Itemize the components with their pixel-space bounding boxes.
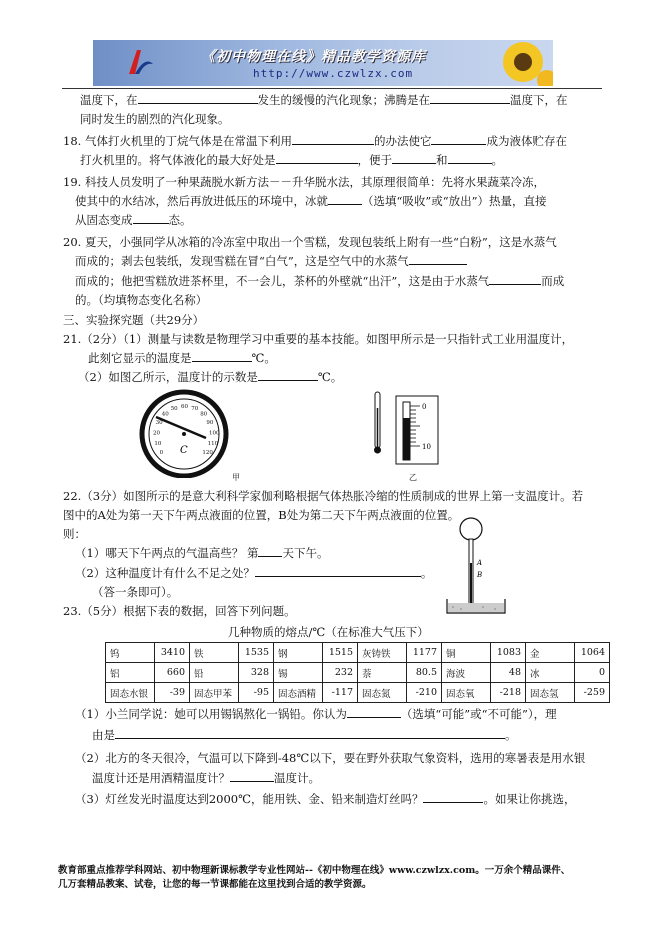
melting-point: 1535 [239, 643, 274, 663]
label-jia: 甲 [232, 473, 240, 482]
melting-point: -117 [323, 683, 358, 703]
melting-point: 3410 [155, 643, 190, 663]
q22-line5: （2）这种温度计有什么不足之处？ 。 [75, 566, 433, 580]
dial-tick-label: 0 [159, 450, 164, 456]
substance-name: 铜 [442, 643, 491, 663]
footer [58, 864, 570, 892]
substance-name: 固态氢 [526, 683, 575, 703]
q17-line1: 温度下，在 发生的缓慢的汽化现象；沸腾是在 温度下，在 [80, 93, 568, 107]
substance-name: 海波 [442, 663, 491, 683]
banner-url[interactable]: http://www.czwlzx.com [253, 67, 414, 80]
dial-tick-label: 80 [200, 411, 208, 418]
q21-line3: （2）如图乙所示，温度计的示数是 ℃。 [78, 370, 343, 384]
dial-thermometer [134, 388, 236, 478]
q23-p3-line1: （3）灯丝发光时温度达到2000℃，能用铁、金、铅来制造灯丝吗？ 。如果让你挑选， [75, 792, 576, 806]
q20-line1: 20. 夏天，小强同学从冰箱的冷冻室中取出一个雪糕，发现包装纸上附有一些“白粉”，这是水蒸气 [63, 235, 557, 249]
q22-line1: 22.（3分）如图所示的是意大利科学家伽利略根据气体热胀冷缩的性质制成的世界上第一支温度计。若 [63, 489, 584, 503]
q18-line1: 18. 气体打火机里的丁烷气体是在常温下利用 的办法使它 成为液体贮存在 [63, 134, 567, 148]
dial-tick-label: 30 [155, 420, 163, 427]
galileo-thermometer [443, 515, 511, 615]
q23-p1-line2: 由是 。 [92, 728, 517, 742]
q21-line2: 此刻它显示的温度是 ℃。 [88, 351, 276, 365]
substance-name: 固态氧 [442, 683, 491, 703]
q21-line1: 21.（2分）（1）测量与读数是物理学习中重要的基本技能。如图甲所示是一只指针式工业用温度计， [63, 332, 574, 346]
substance-name: 冰 [526, 663, 575, 683]
dial-letter: C [180, 445, 188, 456]
substance-name: 钨 [106, 643, 155, 663]
melting-point: 1515 [323, 643, 358, 663]
q23-p1-line1: （1）小兰同学说：她可以用锡锅熬化一锅铅。你认为 （选填“可能”或“不可能”），理 [75, 707, 557, 721]
footer-line1: 教育部重点推荐学科网站、初中物理新课标教学专业性网站--《初中物理在线》www.czwlzx.com。一万余个精品课件、 [58, 865, 571, 876]
section-3-title: 三、实验探究题（共29分） [63, 313, 205, 327]
footer-line2: 几万套精品教案、试卷，让您的每一节课都能在这里找到合适的教学资源。 [58, 879, 372, 890]
dial-tick-label: 50 [170, 406, 178, 412]
q23-p2-line1: （2）北方的冬天很冷，气温可以下降到-48℃以下，要在野外获取气象资料，选用的寒暑表是用水银 [75, 751, 586, 765]
melting-point-table [105, 642, 610, 703]
dial-tick-label: 110 [207, 440, 219, 447]
substance-name: 铁 [190, 643, 239, 663]
dial-tick-label: 90 [206, 420, 214, 427]
q19-line1: 19. 科技人员发明了一种果蔬脱水新方法－－升华脱水法，其原理很简单：先将水果蔬菜冷冻， [63, 175, 545, 189]
q18-line2: 打火机里的。将气体液化的最大好处是 ，便于 和 。 [80, 153, 503, 167]
melting-point: -39 [155, 683, 190, 703]
melting-point: -259 [575, 683, 610, 703]
label-b: B [477, 571, 483, 579]
substance-name: 金 [526, 643, 575, 663]
thermo-tick-top: 0 [422, 403, 427, 411]
dial-tick-label: 60 [181, 404, 188, 410]
dial-tick-label: 100 [209, 430, 220, 437]
substance-name: 铝 [106, 663, 155, 683]
table-title: 几种物质的熔点/℃（在标准大气压下） [228, 625, 429, 639]
q23-p2-line2: 温度计还是用酒精温度计？ 温度计。 [92, 771, 320, 785]
header-banner [93, 40, 553, 86]
header-rule [62, 88, 602, 89]
table-row [106, 663, 610, 683]
dial-tick-label: 40 [161, 411, 169, 418]
q22-line4: （1）哪天下午两点的气温高些？ 第 天下午。 [75, 546, 329, 560]
substance-name: 钢 [274, 643, 323, 663]
dial-tick-label: 10 [154, 440, 162, 447]
thermo-tick-bottom: 10 [422, 443, 431, 451]
dial-tick-label: 120 [202, 450, 213, 456]
melting-point: 0 [575, 663, 610, 683]
substance-name: 固态甲苯 [190, 683, 239, 703]
substance-name: 固态酒精 [274, 683, 323, 703]
table-row [106, 683, 610, 703]
q20-line4: 的。（均填物态变化名称） [75, 293, 208, 307]
q22-line6: （答一条即可）。 [92, 585, 179, 599]
melting-point: -218 [491, 683, 526, 703]
substance-name: 铅 [190, 663, 239, 683]
melting-point: 80.5 [407, 663, 442, 683]
melting-point: 1083 [491, 643, 526, 663]
melting-point: 1177 [407, 643, 442, 663]
substance-name: 萘 [358, 663, 407, 683]
table-row [106, 643, 610, 663]
label-yi: 乙 [409, 473, 417, 482]
melting-point: 232 [323, 663, 358, 683]
dial-tick-label: 70 [191, 406, 199, 412]
banner-title: 《初中物理在线》精品教学资源库 [201, 49, 426, 65]
q20-line3: 而成的；他把雪糕放进茶杯里，不一会儿，茶杯的外壁就“出汗”，这是由于水蒸气 而成 [75, 274, 565, 288]
melting-point: 660 [155, 663, 190, 683]
logo-icon [123, 46, 157, 80]
substance-name: 灰铸铁 [358, 643, 407, 663]
dial-tick-label: 20 [153, 430, 160, 437]
sunflower-icon [493, 40, 553, 86]
substance-name: 锡 [274, 663, 323, 683]
melting-point: 328 [239, 663, 274, 683]
q23-line1: 23.（5分）根据下表的数据，回答下列问题。 [63, 604, 296, 618]
thermometer-scale [372, 388, 447, 468]
melting-point: -210 [407, 683, 442, 703]
melting-point: -95 [239, 683, 274, 703]
substance-name: 固态氮 [358, 683, 407, 703]
q17-line2: 同时发生的剧烈的汽化现象。 [80, 112, 230, 126]
melting-point: 1064 [575, 643, 610, 663]
q22-line2: 图中的A处为第一天下午两点液面的位置，B处为第二天下午两点液面的位置。 [63, 508, 460, 522]
q22-line3: 则： [63, 527, 86, 541]
q19-line3: 从固态变成 态。 [75, 213, 192, 227]
q19-line2: 使其中的水结冰，然后再放进低压的环境中，冰就 （选填“吸收”或“放出”）热量，直接 [75, 194, 547, 208]
substance-name: 固态水银 [106, 683, 155, 703]
label-a: A [477, 559, 483, 567]
melting-point: 48 [491, 663, 526, 683]
q20-line2: 而成的；剥去包装纸，发现雪糕在冒“白气”，这是空气中的水蒸气 [75, 253, 467, 269]
